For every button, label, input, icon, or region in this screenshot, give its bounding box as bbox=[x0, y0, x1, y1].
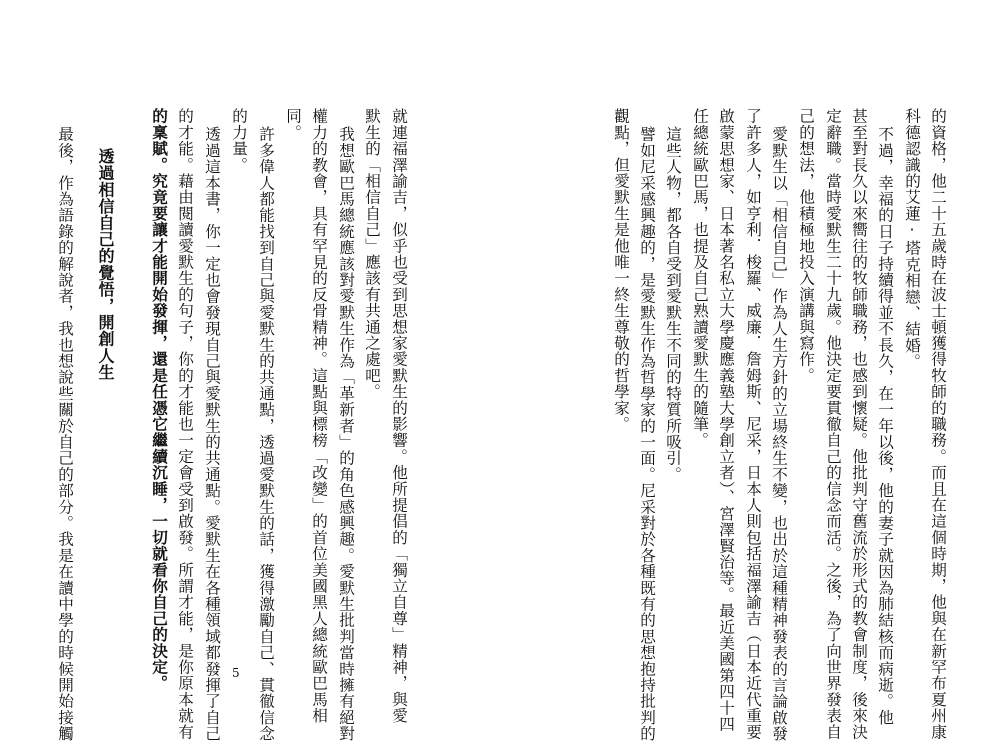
right-page-line-12: 譬如尼采感興趣的，是愛默生作為哲學家的一面。尼采對於各種既有的思想抱持批判的 bbox=[638, 126, 656, 742]
right-page-line-7: 愛默生以「相信自己」作為人生方針的立場終生不變，也出於這種精神發表的言論啟發 bbox=[770, 126, 788, 742]
left-page-line-9: 的才能。藉由閱讀愛默生的句子，你的才能也一定會受到啟發。所謂才能，是你原本就有 bbox=[176, 108, 194, 740]
right-page-line-9: 啟蒙思想家、日本著名私立大學慶應義塾大學創立者）、宮澤賢治等。最近美國第四十四 bbox=[717, 108, 735, 732]
right-page-line-8: 了許多人，如亨利．梭羅、威廉．詹姆斯、尼采，日本人則包括福澤諭吉（日本近代重要 bbox=[744, 108, 762, 740]
right-page-line-6: 己的想法，他積極地投入演講與寫作。 bbox=[797, 108, 815, 384]
right-page-line-4: 甚至對長久以來嚮往的牧師職務，也感到懷疑。他批判守舊流於形式的教會制度，後來決 bbox=[850, 108, 868, 740]
left-page-line-1: 就連福澤諭吉，似乎也受到思想家愛默生的影響。他所提倡的「獨立自尊」精神，與愛 bbox=[390, 108, 408, 724]
left-page-line-7: 的力量。 bbox=[230, 108, 248, 173]
left-page-line-6: 許多偉人都能找到自己與愛默生的共通點，透過愛默生的話，獲得激勵自己、貫徹信念 bbox=[257, 126, 275, 742]
page-number: 5 bbox=[232, 666, 240, 680]
section-heading: 透過相信自己的覺悟，開創人生 bbox=[96, 148, 115, 381]
right-page-line-11: 這些人物，都各自受到愛默生不同的特質所吸引。 bbox=[664, 126, 682, 483]
right-page-line-2: 科德認識的艾蓮‧塔克相戀、結婚。 bbox=[903, 108, 921, 370]
left-page-line-4: 權力的教會，具有罕見的反骨精神。這點與標榜「改變」的首位美國黑人總統歐巴馬相 bbox=[310, 108, 328, 724]
left-page-line-2: 默生的「相信自己」應該有共通之處吧。 bbox=[363, 108, 381, 400]
right-page-line-1: 的資格，他二十五歲時在波士頓獲得牧師的職務。而且在這個時期，他與在新罕布夏州康 bbox=[929, 108, 947, 740]
left-page-line-8: 透過這本書，你一定也會發現自己與愛默生的共通點。愛默生在各種領域都發揮了自己 bbox=[203, 126, 221, 742]
right-page-line-13: 觀點，但愛默生是他唯一終生尊敬的哲學家。 bbox=[612, 108, 630, 432]
left-page-line-10: 的稟賦。究竟要讓才能開始發揮，還是任憑它繼續沉睡，一切就看你自己的決定。 bbox=[150, 108, 168, 692]
right-page-line-5: 定辭職。當時愛默生二十九歲。他決定要貫徹自己的信念而活。之後，為了向世界發表自 bbox=[824, 108, 842, 740]
right-page-line-10: 任總統歐巴馬，也提及自己熟讀愛默生的隨筆。 bbox=[691, 108, 709, 449]
left-page-line-3: 我想歐巴馬總統應該對愛默生作為「革新者」的角色感興趣。愛默生批判當時擁有絕對 bbox=[337, 126, 355, 742]
left-page-line-11: 最後，作為語錄的解說者，我也想說些關於自己的部分。我是在讀中學的時候開始接觸 bbox=[56, 126, 74, 742]
left-page-line-5: 同。 bbox=[284, 108, 302, 141]
right-page-line-3: 不過，幸福的日子持續得並不長久，在一年以後，他的妻子就因為肺結核而病逝。他 bbox=[876, 126, 894, 726]
